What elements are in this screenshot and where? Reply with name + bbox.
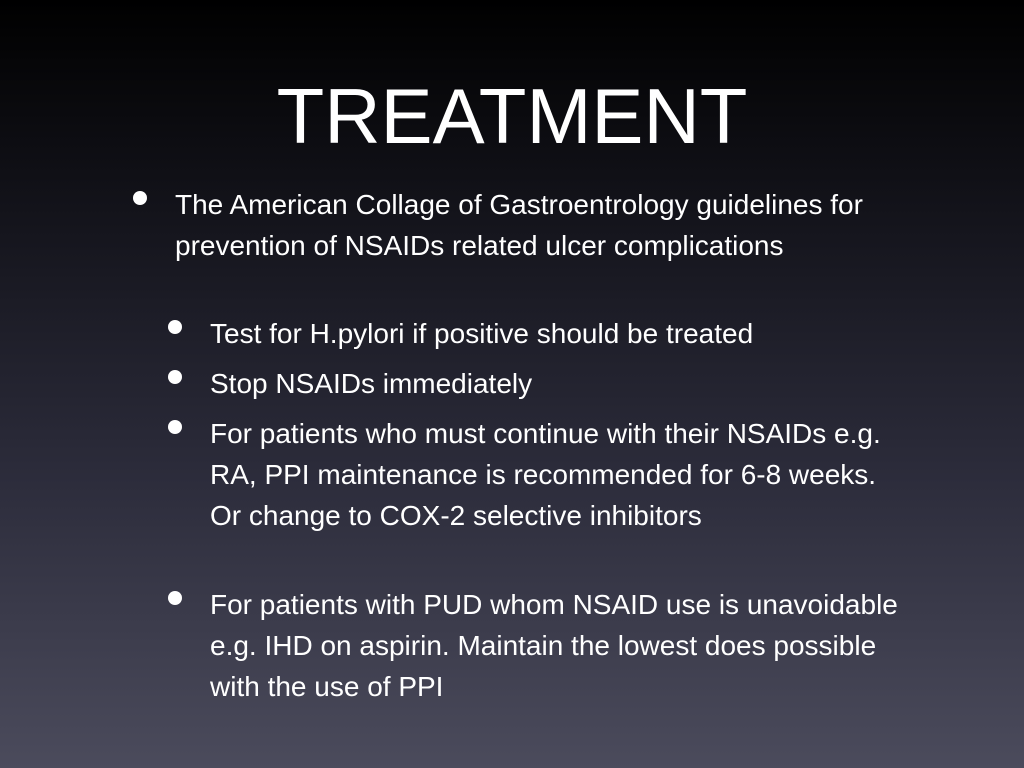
sub-bullet-item [210,313,910,354]
sub-bullet-text: For patients who must continue with their NSAIDs e.g. RA, PPI maintenance is recommended for 6-8 weeks. Or change to COX-2 selective inhibitors [210,418,881,531]
bullet-item [175,184,935,266]
sub-bullet-text: Test for H.pylori if positive should be treated [210,318,754,349]
bullet-dot-icon [133,191,147,205]
bullet-text: The American Collage of Gastroentrology guidelines for prevention of NSAIDs related ulcer complications [175,189,863,261]
sub-bullet-item [210,584,910,707]
sub-bullet-text: For patients with PUD whom NSAID use is unavoidable e.g. IHD on aspirin. Maintain the lowest does possible with the use of PPI [210,589,898,702]
slide-title: TREATMENT [276,72,748,160]
sub-bullet-item [210,413,910,536]
sub-bullet-text: Stop NSAIDs immediately [210,368,533,399]
bullet-dot-icon [168,420,182,434]
bullet-dot-icon [168,370,182,384]
bullet-dot-icon [168,320,182,334]
bullet-dot-icon [168,591,182,605]
sub-bullet-item [210,363,910,404]
